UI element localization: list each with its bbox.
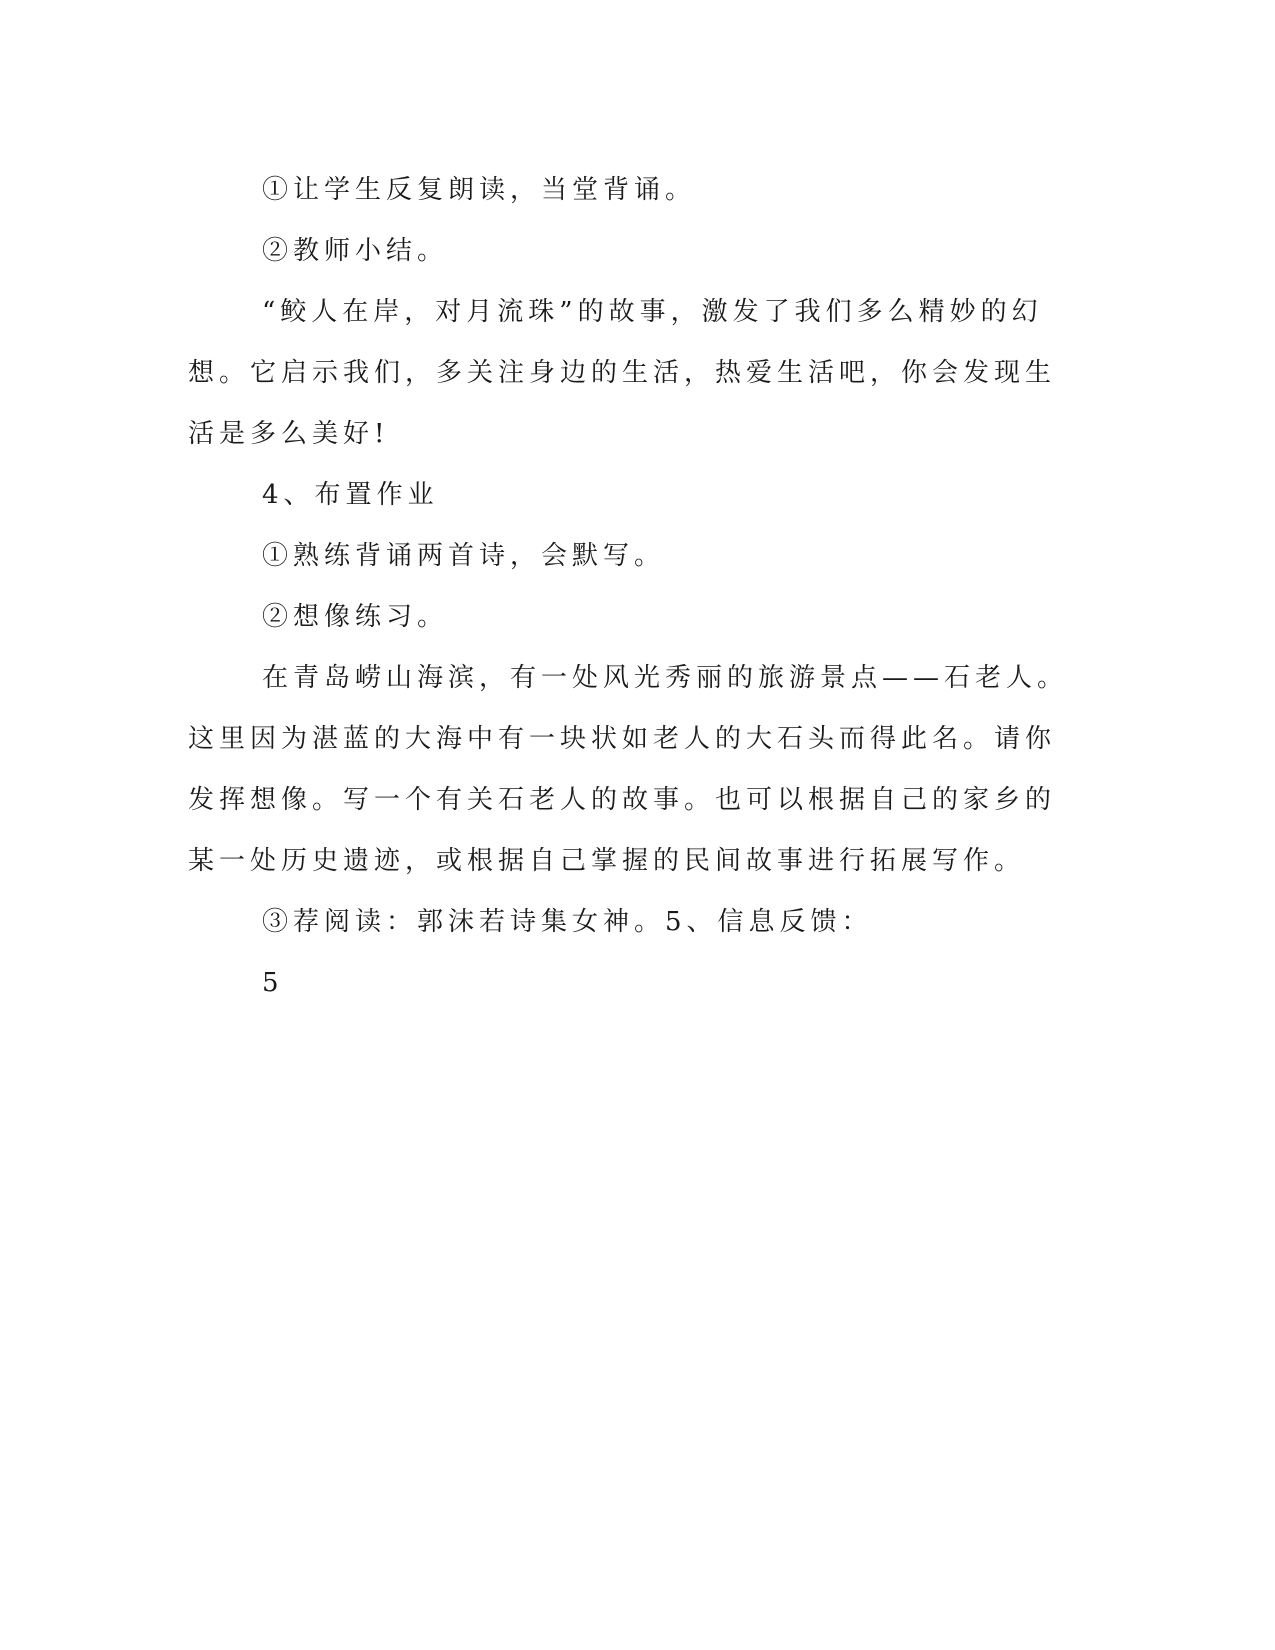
section-heading-homework: 4、布置作业 [262, 480, 439, 510]
paragraph-summary-text: “鲛人在岸，对月流珠”的故事，激发了我们多么精妙的幻想。它启示我们，多关注身边的生活，热爱生活吧，你会发现生活是多么美好! [188, 297, 1057, 449]
document-body [188, 160, 1078, 1014]
paragraph-homework-1: ①熟练背诵两首诗，会默写。 [262, 541, 666, 571]
paragraph-teacher-summary: ②教师小结。 [262, 236, 449, 266]
paragraph-number: 5 [262, 968, 284, 998]
paragraph-writing-task: 在青岛崂山海滨，有一处风光秀丽的旅游景点——石老人。这里因为湛蓝的大海中有一块状如老人的大石头而得此名。请你发挥想像。写一个有关石老人的故事。也可以根据自己的家乡的某一处历史遗迹，或根据自己掌握的民间故事进行拓展写作。 [188, 663, 1069, 876]
paragraph-recite: ①让学生反复朗读，当堂背诵。 [262, 175, 697, 205]
paragraph-reading-feedback: ③荐阅读：郭沫若诗集女神。5、信息反馈： [262, 907, 873, 937]
paragraph-homework-2: ②想像练习。 [262, 602, 449, 632]
